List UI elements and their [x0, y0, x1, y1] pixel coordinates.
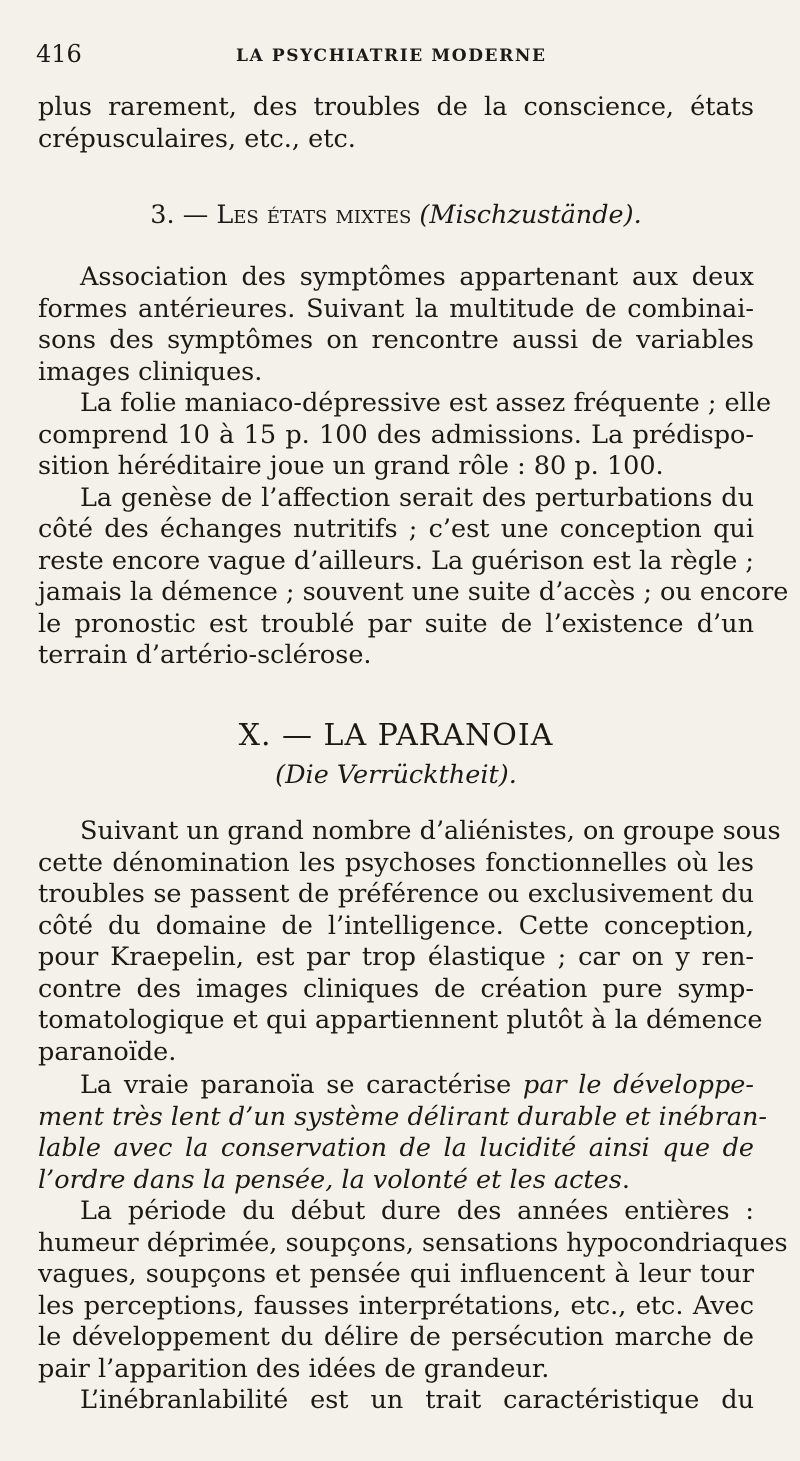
paragraph-block [38, 1196, 788, 1417]
running-title: LA PSYCHIATRIE MODERNE [236, 46, 547, 66]
text-line: côté des échanges nutritifs ; c’est une conception qui [38, 514, 754, 544]
text-line: troubles se passent de préférence ou exclusivement du [38, 879, 754, 909]
text-line: humeur déprimée, soupçons, sensations hypocondriaques [38, 1227, 788, 1258]
text-line: La genèse de l’affection serait des perturbations du [80, 482, 754, 513]
text-line: côté du domaine de l’intelligence. Cette conception, [38, 910, 754, 941]
text-line: Suivant un grand nombre d’aliénistes, on groupe sous [80, 816, 781, 846]
text-line: le développement du délire de persécution marche de [38, 1322, 754, 1352]
text-line: formes antérieures. Suivant la multitude de combinai- [38, 293, 754, 324]
section-number: 3. — [150, 200, 217, 230]
paragraph-block [38, 816, 781, 1068]
text-line: pair l’apparition des idées de grandeur. [38, 1353, 550, 1384]
text-line: sition héréditaire joue un grand rôle : 80 p. 100. [38, 451, 664, 481]
text-line: vagues, soupçons et pensée qui influencent à leur tour [38, 1259, 754, 1289]
text-line: le pronostic est troublé par suite de l’existence d’un [38, 608, 754, 639]
text-line: tomatologique et qui appartiennent plutôt à la démence [38, 1005, 763, 1035]
text-line: jamais la démence ; souvent une suite d’accès ; ou encore [38, 577, 789, 607]
text-line: L’inébranlabilité est un trait caractéristique du [80, 1385, 754, 1415]
text-run: . [621, 1164, 630, 1195]
section-title: Les états mixtes [216, 200, 412, 230]
text-line: contre des images cliniques de création pure symp- [38, 973, 754, 1004]
chapter-title: X. — LA PARANOIA [238, 718, 554, 753]
text-line: comprend 10 à 15 p. 100 des admissions. La prédispo- [38, 419, 754, 450]
section-heading [38, 200, 754, 230]
text-line: La période du début dure des années entières : [80, 1196, 754, 1226]
page-number: 416 [36, 40, 82, 68]
text-line: sons des symptômes on rencontre aussi de variables [38, 325, 754, 355]
text-line [38, 1070, 754, 1102]
section-subtitle: (Mischzustände). [419, 200, 642, 230]
text-line: La folie maniaco-dépressive est assez fréquente ; elle [80, 388, 772, 418]
text-line: reste encore vague d’ailleurs. La guérison est la règle ; [38, 545, 754, 576]
text-line: paranoïde. [38, 1036, 177, 1067]
text-line: Association des symptômes appartenant aux deux [80, 262, 754, 292]
paragraph-continuation [38, 92, 754, 155]
text-line: plus rarement, des troubles de la conscience, états [38, 92, 754, 122]
paragraph-block [38, 1070, 768, 1196]
text-line: images cliniques. [38, 356, 263, 387]
running-head [32, 40, 768, 76]
text-run: La vraie paranoïa se caractérise [80, 1070, 523, 1100]
text-line: ment très lent d’un système délirant durable et inébran- [38, 1101, 768, 1132]
text-line: lable avec la conservation de la lucidité ainsi que de [38, 1133, 754, 1163]
chapter-subtitle: (Die Verrücktheit). [275, 760, 517, 790]
text-run-italic: par le développe- [522, 1070, 754, 1100]
text-line: les perceptions, fausses interprétations, etc., etc. Avec [38, 1290, 754, 1321]
text-line: crépusculaires, etc., etc. [38, 123, 356, 154]
text-line: terrain d’artério-sclérose. [38, 640, 372, 670]
text-line [38, 1165, 754, 1197]
text-run-italic: l’ordre dans la pensée, la volonté et les actes [38, 1164, 622, 1195]
text-line: pour Kraepelin, est par trop élastique ; car on y ren- [38, 942, 754, 972]
text-line: cette dénomination les psychoses fonctionnelles où les [38, 847, 754, 878]
paragraph-block [38, 262, 789, 672]
